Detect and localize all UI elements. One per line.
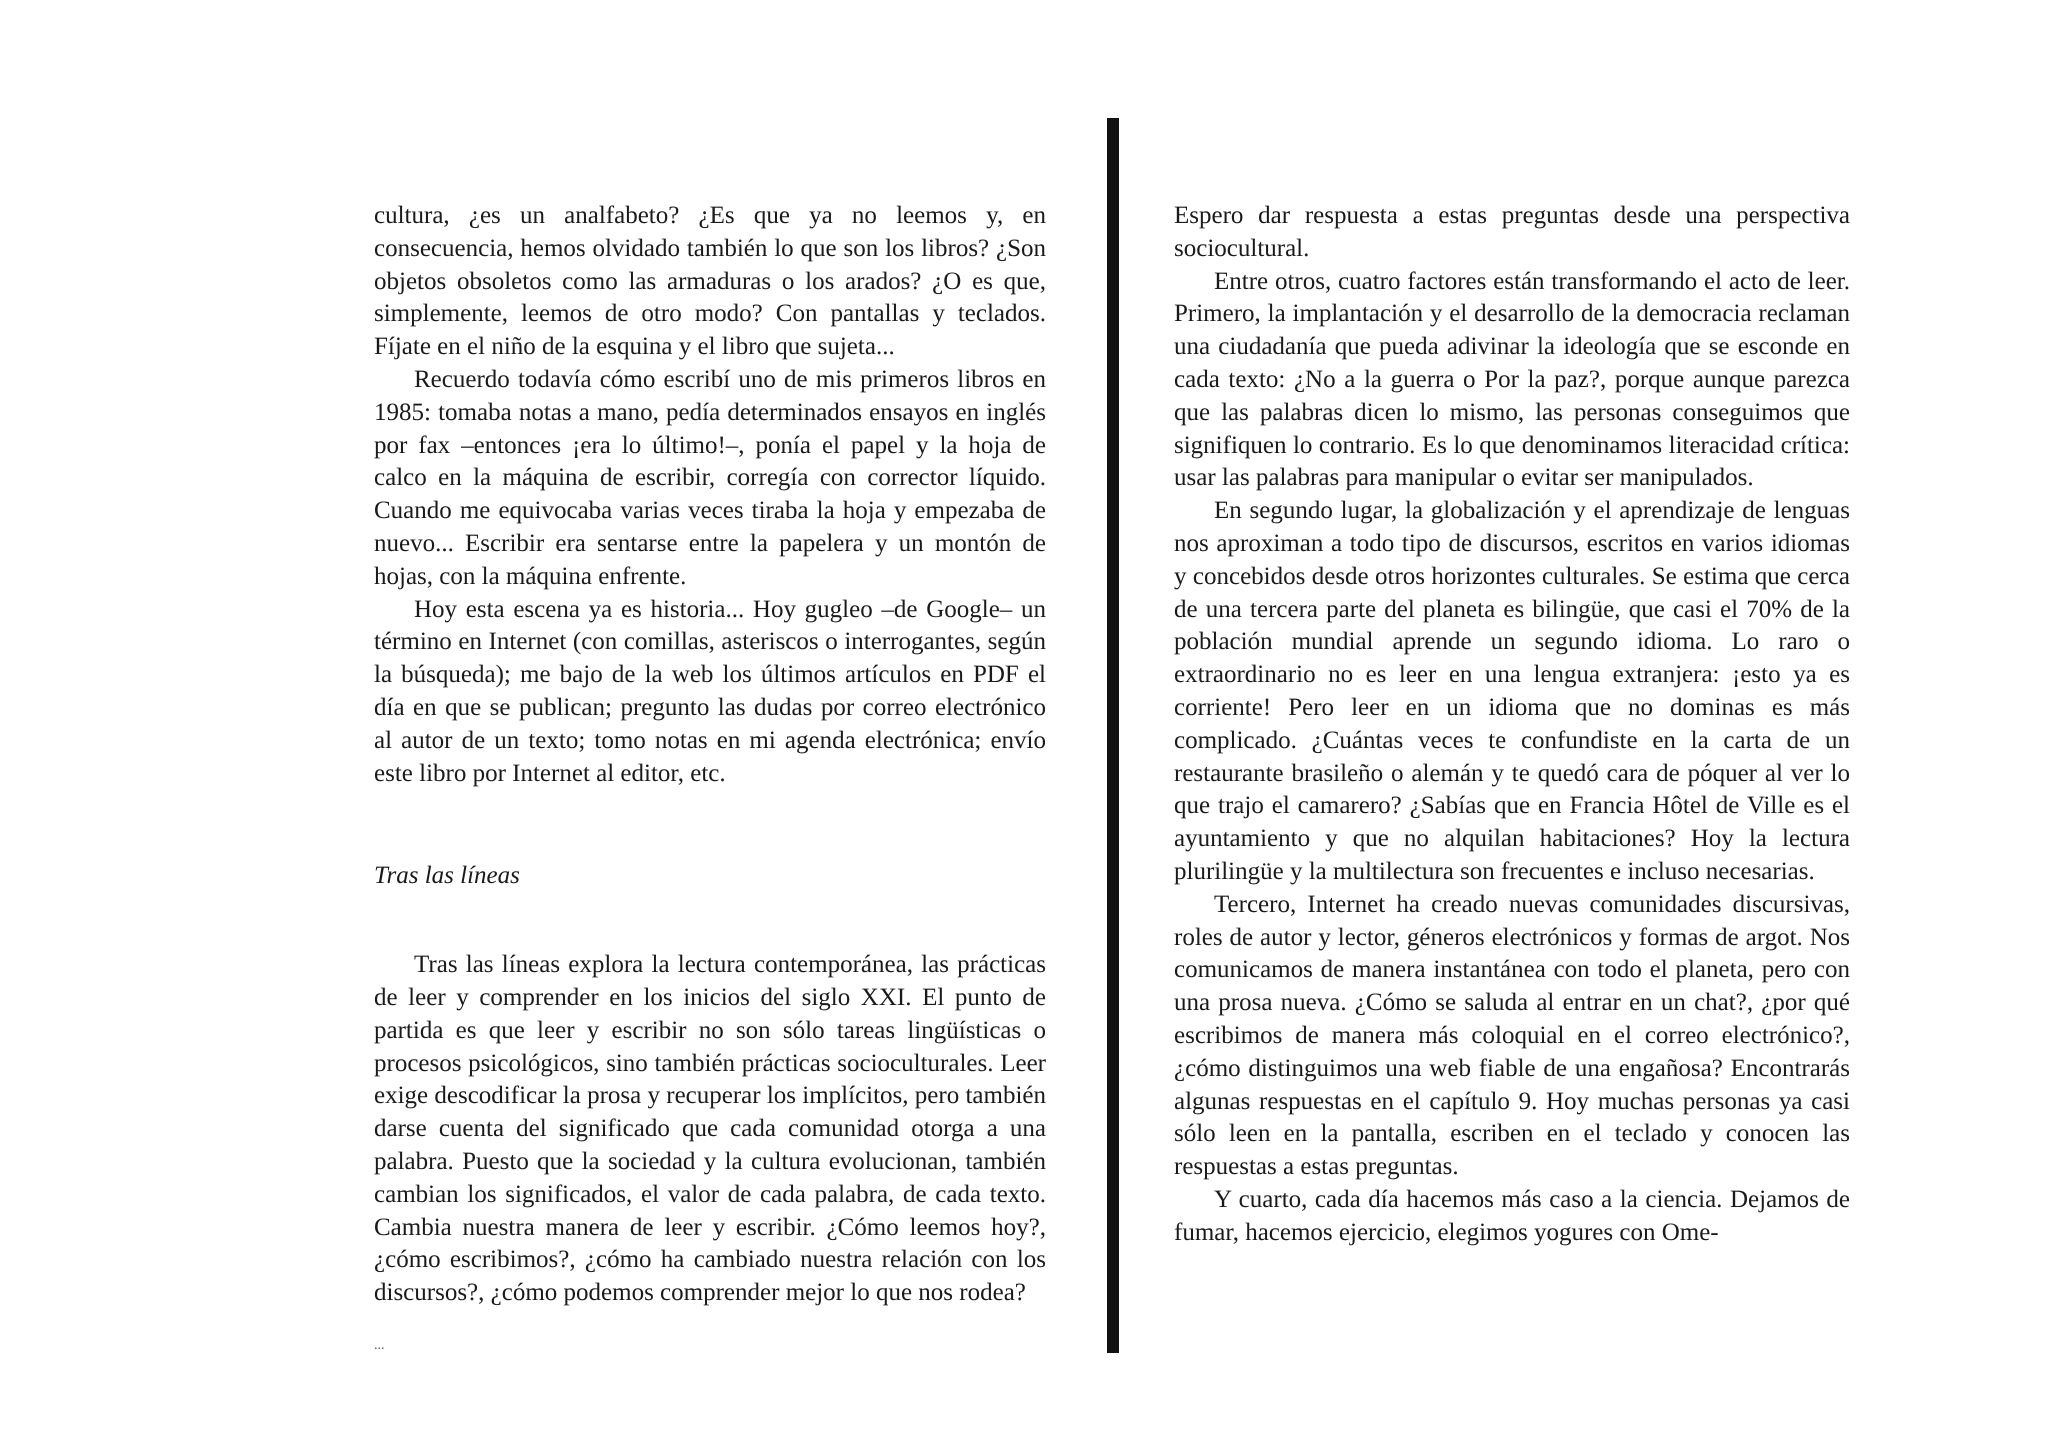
left-paragraph-1: cultura, ¿es un analfabeto? ¿Es que ya no leemos y, en consecuencia, hemos olvidado también lo que son los libros? ¿Son objetos obsoletos como las armaduras o los arados? ¿O es que, simplemente, leemos de otro modo? Con pantallas y teclados. Fíjate en el niño de la esquina y el libro que sujeta... [374, 202, 1046, 361]
right-paragraph-4: Tercero, Internet ha creado nuevas comunidades discursivas, roles de autor y lector, géneros electrónicos y formas de argot. Nos comunicamos de manera instantánea con todo el planeta, pero con una prosa nueva. ¿Cómo se saluda al entrar en un chat?, ¿por qué escribimos de manera más coloquial en el correo electrónico?, ¿cómo distinguimos una web fiable de una engañosa? Encontrarás algunas respuestas en el capítulo 9. Hoy muchas personas ya casi sólo leen en la pantalla, escriben en el teclado y conocen las respuestas a estas preguntas. [1174, 890, 1850, 1181]
page-number: ... [374, 1338, 385, 1353]
left-page [374, 200, 1046, 1310]
right-paragraph-3: En segundo lugar, la globalización y el aprendizaje de lenguas nos aproximan a todo tipo de discursos, escritos en varios idiomas y concebidos desde otros horizontes culturales. Se estima que cerca de una tercera parte del planeta es bilingüe, que casi el 70% de la población mundial aprende un segundo idioma. Lo raro o extraordinario no es leer en una lengua extranjera: ¡esto ya es corriente! Pero leer en un idioma que no dominas es más complicado. ¿Cuántas veces te confundiste en la carta de un restaurante brasileño o alemán y te quedó cara de póquer al ver lo que trajo el camarero? ¿Sabías que en Francia Hôtel de Ville es el ayuntamiento y que no alquilan habitaciones? Hoy la lectura plurilingüe y la multilectura son frecuentes e incluso necesarias. [1174, 497, 1850, 885]
book-gutter-divider [1107, 118, 1119, 1353]
right-paragraph-5: Y cuarto, cada día hacemos más caso a la ciencia. Dejamos de fumar, hacemos ejercicio, elegimos yogures con Ome- [1174, 1185, 1850, 1246]
left-paragraph-4: Tras las líneas explora la lectura contemporánea, las prácticas de leer y comprender en los inicios del siglo XXI. El punto de partida es que leer y escribir no son sólo tareas lingüísticas o procesos psicológicos, sino también prácticas socioculturales. Leer exige descodificar la prosa y recuperar los implícitos, pero también darse cuenta del significado que cada comunidad otorga a una palabra. Puesto que la sociedad y la cultura evolucionan, también cambian los significados, el valor de cada palabra, de cada texto. Cambia nuestra manera de leer y escribir. ¿Cómo leemos hoy?, ¿cómo escribimos?, ¿cómo ha cambiado nuestra relación con los discursos?, ¿cómo podemos comprender mejor lo que nos rodea? [374, 951, 1046, 1307]
right-page [1174, 200, 1850, 1250]
left-paragraph-2: Recuerdo todavía cómo escribí uno de mis primeros libros en 1985: tomaba notas a mano, pedía determinados ensayos en inglés por fax –entonces ¡era lo último!–, ponía el papel y la hoja de calco en la máquina de escribir, corregía con corrector líquido. Cuando me equivocaba varias veces tiraba la hoja y empezaba de nuevo... Escribir era sentarse entre la papelera y un montón de hojas, con la máquina enfrente. [374, 365, 1046, 590]
left-paragraph-3: Hoy esta escena ya es historia... Hoy gugleo –de Google– un término en Internet (con comillas, asteriscos o interrogantes, según la búsqueda); me bajo de la web los últimos artículos en PDF el día en que se publican; pregunto las dudas por correo electrónico al autor de un texto; tomo notas en mi agenda electrónica; envío este libro por Internet al editor, etc. [374, 595, 1046, 787]
right-paragraph-1: Espero dar respuesta a estas preguntas desde una perspectiva sociocultural. [1174, 202, 1850, 262]
right-paragraph-2: Entre otros, cuatro factores están transformando el acto de leer. Primero, la implantación y el desarrollo de la democracia reclaman una ciudadanía que pueda adivinar la ideología que se esconde en cada texto: ¿No a la guerra o Por la paz?, porque aunque parezca que las palabras dicen lo mismo, las personas conseguimos que signifiquen lo contrario. Es lo que denominamos literacidad crítica: usar las palabras para manipular o evitar ser manipulados. [1174, 267, 1850, 492]
section-heading: Tras las líneas [374, 862, 520, 890]
